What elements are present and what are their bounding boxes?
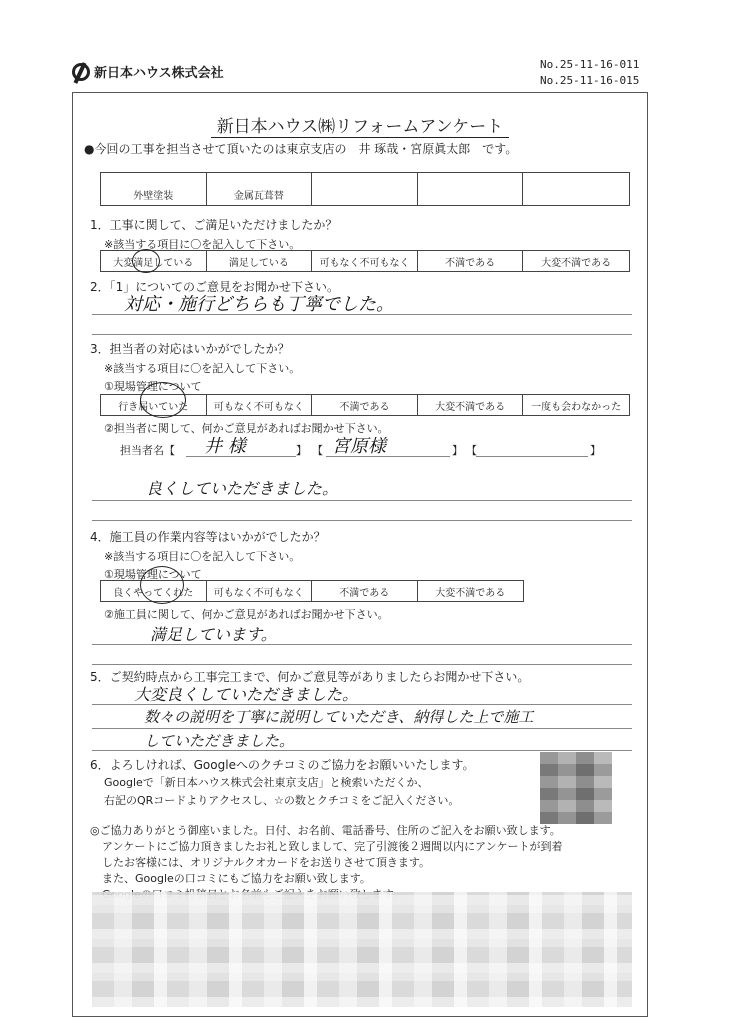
bracket: 】 — [452, 444, 463, 457]
q4-question: 4．施工員の作業内容等はいかがでしたか？ — [90, 530, 326, 544]
answer-line — [92, 704, 632, 705]
doc-number-1: No.25-11-16-011 — [540, 58, 640, 71]
work-item — [312, 173, 418, 205]
q2-question: 2．「1」についてのご意見をお聞かせ下さい。 — [90, 280, 340, 294]
bracket: 】 — [296, 444, 307, 457]
staff-underline — [476, 456, 588, 457]
work-item: 外壁塗装 — [101, 173, 207, 205]
intro-text: ●今回の工事を担当させて頂いたのは東京支店の 井 琢哉・宮原眞太郎 です。 — [84, 142, 518, 156]
staff-name-1: 井 様 — [204, 436, 246, 457]
q3-option[interactable]: 可もなく不可もなく — [207, 395, 313, 415]
staff-label: 担当者名【 — [120, 444, 175, 457]
work-item — [418, 173, 524, 205]
q1-option[interactable]: 不満である — [418, 251, 524, 271]
q1-note: ※該当する項目に〇を記入して下さい。 — [104, 238, 301, 251]
q3-sub1: ①現場管理について — [104, 380, 202, 393]
answer-line — [92, 520, 632, 521]
q6-line-3: 右記のQRコードよりアクセスし、☆の数とクチコミをご記入ください。 — [104, 794, 460, 807]
q1-option[interactable]: 大変満足している — [101, 251, 207, 271]
work-item — [523, 173, 629, 205]
q3-option[interactable]: 不満である — [312, 395, 418, 415]
selection-circle — [140, 382, 186, 418]
footer-note: ◎ご協力ありがとう御座いました。日付、お名前、電話番号、住所のご記入をお願い致します。 — [90, 824, 561, 837]
q3-option[interactable]: 一度も会わなかった — [531, 401, 622, 413]
q3-answer: 良くしていただきました。 — [146, 479, 339, 498]
qr-code-overlay — [540, 752, 612, 824]
q3-option[interactable]: 大変不満である — [418, 395, 524, 415]
redacted-personal-info-overlay — [92, 892, 632, 1007]
staff-underline — [186, 456, 296, 457]
q6-line-1: 6．よろしければ、Googleへのクチコミのご協力をお願いいたします。 — [90, 758, 475, 772]
answer-line — [92, 728, 632, 729]
work-item: 金属瓦葺替 — [207, 173, 313, 205]
q3-question: 3．担当者の対応はいかがでしたか？ — [90, 342, 290, 356]
q4-option[interactable]: 大変不満である — [435, 587, 506, 599]
bracket: 】 — [590, 444, 601, 457]
answer-line — [92, 644, 632, 645]
q4-option[interactable]: 可もなく不可もなく — [207, 581, 313, 601]
q4-sub1: ①現場管理について — [104, 568, 202, 581]
q4-answer: 満足しています。 — [150, 625, 277, 644]
q3-option[interactable]: 行き届いていた — [101, 395, 207, 415]
q5-answer-line-2: 数々の説明を丁寧に説明していただき、納得した上で施工 — [144, 708, 534, 726]
doc-number-2: No.25-11-16-015 — [540, 74, 640, 87]
footer-note: したお客様には、オリジナルクオカードをお送りさせて頂きます。 — [102, 856, 431, 869]
answer-line — [92, 334, 632, 335]
q1-options — [100, 250, 630, 272]
q6-line-2: Googleで「新日本ハウス株式会社東京支店」と検索いただくか、 — [104, 776, 429, 789]
answer-line — [92, 664, 632, 665]
selection-circle — [132, 249, 160, 273]
answer-line — [92, 750, 632, 751]
staff-name-2: 宮原様 — [332, 436, 386, 457]
q1-option[interactable]: 大変不満である — [541, 257, 612, 269]
q4-option[interactable]: 不満である — [312, 581, 418, 601]
bracket: 【 — [312, 444, 323, 457]
work-items-table — [100, 172, 630, 206]
selection-circle — [140, 566, 184, 604]
q3-sub2: ②担当者に関して、何かご意見があればお聞かせ下さい。 — [104, 422, 389, 435]
footer-note: また、Googleの口コミにもご協力をお願い致します。 — [102, 872, 371, 885]
q1-option[interactable]: 可もなく不可もなく — [312, 251, 418, 271]
company-name: 新日本ハウス株式会社 — [94, 66, 224, 81]
q5-answer-line-1: 大変良くしていただきました。 — [134, 685, 359, 704]
form-title: 新日本ハウス㈱リフォームアンケート — [72, 112, 648, 137]
answer-line — [92, 500, 632, 501]
q5-question: 5．ご契約時点から工事完工まで、何かご意見等がありましたらお聞かせ下さい。 — [90, 670, 530, 684]
company-logo — [72, 62, 224, 81]
footer-note: アンケートにご協力頂きましたお礼と致しまして、完了引渡後２週間以内にアンケートが到着 — [102, 840, 563, 853]
q2-answer: 対応・施行どちらも丁寧でした。 — [124, 294, 394, 315]
q1-question: 1．工事に関して、ご満足いただけましたか？ — [90, 218, 338, 232]
staff-underline — [326, 456, 450, 457]
bracket: 【 — [466, 444, 477, 457]
company-logo-icon — [72, 63, 90, 81]
q4-sub2: ②施工員に関して、何かご意見があればお聞かせ下さい。 — [104, 608, 389, 621]
answer-line — [92, 314, 632, 315]
q4-option[interactable]: 良くやってくれた — [101, 581, 207, 601]
q5-answer-line-3: していただきました。 — [144, 732, 295, 750]
q4-note: ※該当する項目に〇を記入して下さい。 — [104, 550, 301, 563]
q1-option[interactable]: 満足している — [207, 251, 313, 271]
q3-note: ※該当する項目に〇を記入して下さい。 — [104, 362, 301, 375]
